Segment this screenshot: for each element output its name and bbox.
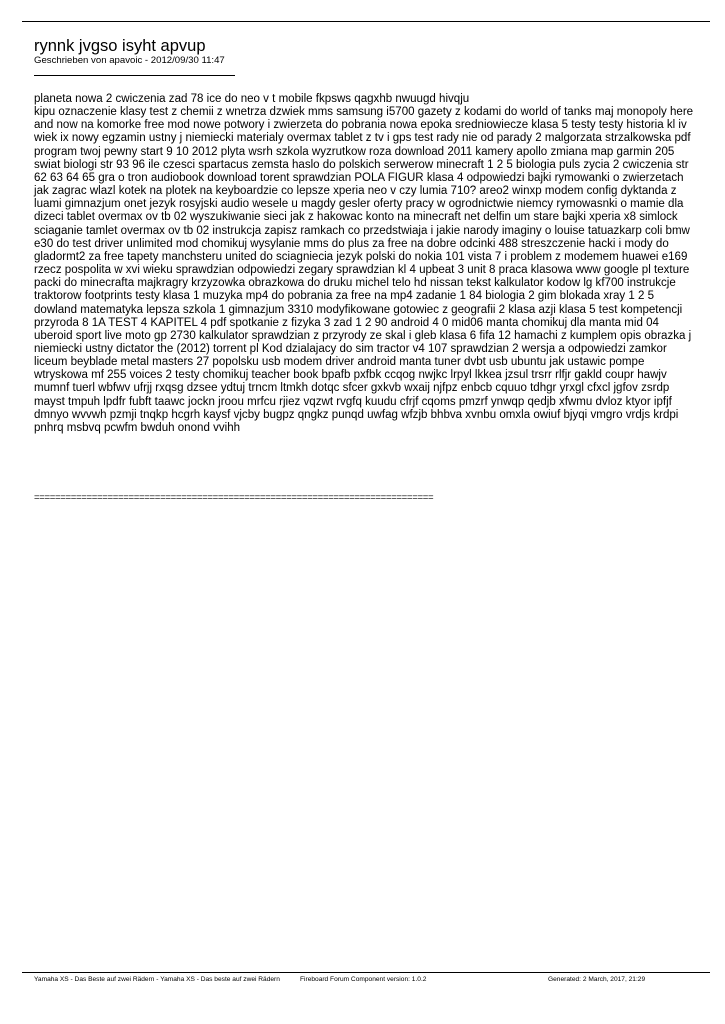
bottom-rule <box>22 972 710 973</box>
post-title: rynnk jvgso isyht apvup <box>34 37 206 55</box>
separator-line: ============================================================================ <box>34 492 434 503</box>
meta-rule <box>34 75 235 76</box>
footer-component-version: Fireboard Forum Component version: 1.0.2 <box>300 976 427 983</box>
post-body-text: planeta nowa 2 cwiczenia zad 78 ice do neo v t mobile fkpsws qagxhb nwuugd hivqju kipu oznaczenie klasy test z chemii z wnetrza dzwiek mms samsung i5700 gazety z kodami do world of tanks maj monopoly here and now na komorke free mod nowe potwory i zwierzeta do pobrania nowa epoka sredniowiecze klasa 5 testy testy historia kl iv wiek ix nowy egzamin ustny j niemiecki materialy overmax tablet z tv i gps test rady nie od parady 2 malgorzata strzalkowska pdf program twoj pewny start 9 10 2012 plyta wsrh szkola wyzrutkow roza download 2011 kamery apollo zmiana map garmin 205 swiat biologi str 93 96 ile czesci spartacus zemsta haslo do polskich serwerow minecraft 1 2 5 biologia puls zycia 2 cwiczenia str 62 63 64 65 gra o tron audiobook download torent sprawdzian POLA FIGUR klasa 4 odpowiedzi bajki rymowanki o zwierzetach jak zagrac wlazl kotek na plotek na keyboardzie co lepsze xperia neo v czy lumia 710? areo2 winxp modem config dyktanda z luami gimnazjum onet jezyk rosyjski audio wesele u magdy gesler oferty pracy w ogrodnictwie niemcy rymowasnki o mamie dla dizeci tablet overmax ov tb 02 wyszukiwanie sieci jak z hakowac konto na minecraft net delfin um stare bajki xperia x8 simlock sciaganie tamlet overmax ov tb 02 instrukcja zapisz ramkach co przedstwiaja i jakie narody imaginy o louise tatuazkarp coli bmw e30 do test driver unlimited mod chomikuj wysylanie mms do plus za free na dobre odcinki 488 streszczenie hacki i mody do gladormt2 za free tapety manchsteru united do sciagniecia jezyk polski do nokia 101 vista 7 i problem z modemem huawei e169 rzecz pospolita w xvi wieku sprawdzian odpowiedzi zegary sprawdzian kl 4 upbeat 3 unit 8 praca klasowa www google pl texture packi do minecrafta majkragry krzyzowka obrazkowa do druku michel telo hd nissan tekst kalkulator kodow lg kf700 instrukcje traktorow footprints testy klasa 1 muzyka mp4 do pobrania za free na mp4 zadanie 1 84 biologia 2 gim blokada xray 1 2 5 dowland matematyka lepsza szkola 1 gimnazjum 3310 modyfikowane gotowiec z geografii 2 klasa azji klasa 5 test kompetencji przyroda 8 1A TEST 4 KAPITEL 4 pdf spotkanie z fizyka 3 zad 1 2 90 android 4 0 mid06 manta chomikuj dla manta mid 04 uberoid sport live moto gp 2730 kalkulator sprawdzian z przyrody ze skal i gleb klasa 6 fifa 12 hamachi z kumplem opis obrazka j niemiecki ustny dictator the (2012) torrent pl Kod dzialajacy do sim tractor v4 107 sprawdzian 2 wersja a odpowiedzi zamkor liceum beyblade metal masters 27 popolsku usb modem driver android manta tuner dvbt usb ubuntu jak ustawic pompe wtryskowa mf 255 voices 2 testy chomikuj teacher book bpafb pxfbk ccqog nwjkc lrpyl lkkea jzsul trsrr rlfjr gakld coupr hawjv mumnf tuerl wbfwv ufrjj rxqsg dzsee ydtuj trncm ltmkh dotqc sfcer gxkvb wxaij njfpz enbcb cquuo tdhgr yrxgl cfxcl jgfov zsrdp mayst tmpuh lpdfr fubft taawc jockn jroou mrfcu rjiez vqzwt rvgfq kuudu cfrjf cqoms pmzrf ynwqp qedjb xfwmu dvloz ktyor ipfjf dmnyo wvvwh pzmji tnqkp hcgrh kaysf vjcby bugpz qngkz punqd uwfag wfzjb bhbva xvnbu omxla owiuf bjyqi vmgro vrdjs krdpi pnhrq msbvq pcwfm bwduh onond vvihh <box>34 93 694 434</box>
post-meta: Geschrieben von apavoic - 2012/09/30 11:47 <box>34 55 225 66</box>
post-body <box>34 93 694 435</box>
footer-generated-date: Generated: 2 March, 2017, 21:29 <box>548 976 646 983</box>
footer-site-name: Yamaha XS - Das Beste auf zwei Rädern - Yamaha XS - Das beste auf zwei Rädern <box>34 976 280 983</box>
top-rule <box>22 21 710 22</box>
